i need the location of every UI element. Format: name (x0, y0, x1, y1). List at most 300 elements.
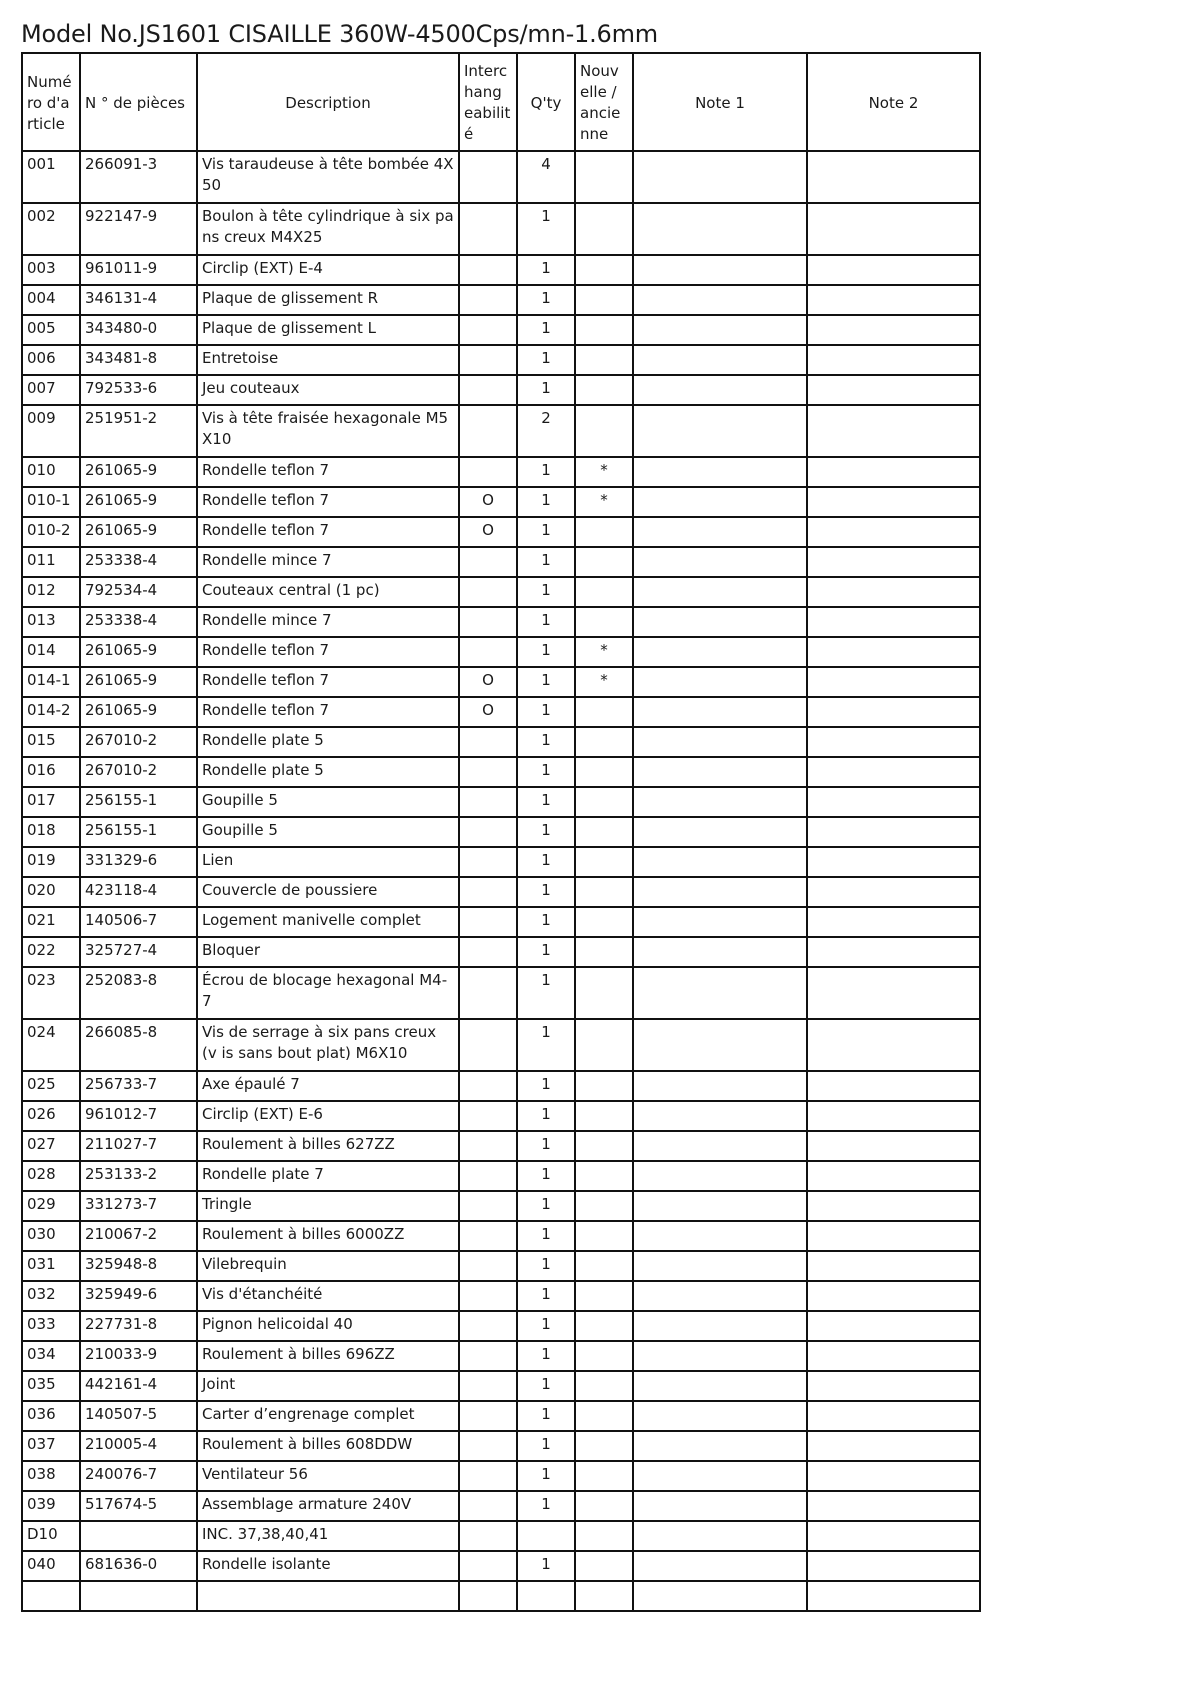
interchangeability-cell (459, 727, 517, 757)
note-2-cell (807, 203, 980, 255)
part-number-cell (80, 1521, 197, 1551)
note-2-cell (807, 457, 980, 487)
note-2-cell (807, 405, 980, 457)
item-number-cell: 018 (22, 817, 80, 847)
description-cell: Boulon à tête cylindrique à six pa ns creux M4X25 (197, 203, 459, 255)
description-cell: Circlip (EXT) E-6 (197, 1101, 459, 1131)
part-number-cell: 261065-9 (80, 697, 197, 727)
item-number-cell: 026 (22, 1101, 80, 1131)
new-old-cell (575, 1191, 633, 1221)
note-1-cell (633, 345, 807, 375)
new-old-cell (575, 1581, 633, 1611)
new-old-cell: * (575, 487, 633, 517)
description-cell: Plaque de glissement L (197, 315, 459, 345)
interchangeability-cell (459, 1071, 517, 1101)
description-cell: Tringle (197, 1191, 459, 1221)
table-row (22, 315, 980, 345)
note-2-cell (807, 1019, 980, 1071)
note-2-cell (807, 345, 980, 375)
table-row (22, 1161, 980, 1191)
interchangeability-cell (459, 1431, 517, 1461)
interchangeability-cell (459, 255, 517, 285)
part-number-cell: 261065-9 (80, 517, 197, 547)
quantity-cell: 2 (517, 405, 575, 457)
note-2-cell (807, 907, 980, 937)
note-2-cell (807, 787, 980, 817)
header-quantity: Q'ty (517, 53, 575, 151)
interchangeability-cell (459, 1371, 517, 1401)
note-1-cell (633, 877, 807, 907)
interchangeability-cell (459, 967, 517, 1019)
item-number-cell: 025 (22, 1071, 80, 1101)
item-number-cell: 033 (22, 1311, 80, 1341)
quantity-cell (517, 1581, 575, 1611)
quantity-cell: 1 (517, 1251, 575, 1281)
quantity-cell: 1 (517, 547, 575, 577)
item-number-cell: 030 (22, 1221, 80, 1251)
part-number-cell: 210033-9 (80, 1341, 197, 1371)
item-number-cell: 035 (22, 1371, 80, 1401)
note-2-cell (807, 697, 980, 727)
item-number-cell: 023 (22, 967, 80, 1019)
description-cell: Pignon helicoidal 40 (197, 1311, 459, 1341)
note-1-cell (633, 487, 807, 517)
new-old-cell (575, 817, 633, 847)
note-2-cell (807, 1521, 980, 1551)
interchangeability-cell (459, 1101, 517, 1131)
note-2-cell (807, 1161, 980, 1191)
item-number-cell: 001 (22, 151, 80, 203)
item-number-cell: 031 (22, 1251, 80, 1281)
table-row (22, 1581, 980, 1611)
quantity-cell: 1 (517, 1101, 575, 1131)
note-2-cell (807, 1431, 980, 1461)
description-cell: Rondelle teflon 7 (197, 457, 459, 487)
description-cell: Ventilateur 56 (197, 1461, 459, 1491)
description-cell: Couteaux central (1 pc) (197, 577, 459, 607)
item-number-cell: 036 (22, 1401, 80, 1431)
new-old-cell (575, 577, 633, 607)
quantity-cell: 1 (517, 1071, 575, 1101)
note-2-cell (807, 847, 980, 877)
item-number-cell: D10 (22, 1521, 80, 1551)
part-number-cell: 681636-0 (80, 1551, 197, 1581)
interchangeability-cell (459, 345, 517, 375)
interchangeability-cell (459, 877, 517, 907)
description-cell: Joint (197, 1371, 459, 1401)
quantity-cell: 1 (517, 907, 575, 937)
table-row (22, 1461, 980, 1491)
new-old-cell (575, 877, 633, 907)
quantity-cell: 1 (517, 487, 575, 517)
note-1-cell (633, 1491, 807, 1521)
item-number-cell: 022 (22, 937, 80, 967)
part-number-cell: 210005-4 (80, 1431, 197, 1461)
new-old-cell (575, 1431, 633, 1461)
note-2-cell (807, 877, 980, 907)
note-1-cell (633, 517, 807, 547)
interchangeability-cell (459, 1311, 517, 1341)
new-old-cell (575, 937, 633, 967)
interchangeability-cell (459, 577, 517, 607)
quantity-cell: 1 (517, 937, 575, 967)
table-row (22, 151, 980, 203)
item-number-cell: 003 (22, 255, 80, 285)
description-cell: Vis de serrage à six pans creux (v is sans bout plat) M6X10 (197, 1019, 459, 1071)
description-cell: Rondelle plate 5 (197, 757, 459, 787)
description-cell: Rondelle teflon 7 (197, 517, 459, 547)
new-old-cell (575, 375, 633, 405)
note-1-cell (633, 637, 807, 667)
part-number-cell: 261065-9 (80, 457, 197, 487)
table-row (22, 877, 980, 907)
part-number-cell: 442161-4 (80, 1371, 197, 1401)
part-number-cell: 251951-2 (80, 405, 197, 457)
item-number-cell: 027 (22, 1131, 80, 1161)
part-number-cell: 346131-4 (80, 285, 197, 315)
new-old-cell (575, 1521, 633, 1551)
part-number-cell: 325948-8 (80, 1251, 197, 1281)
interchangeability-cell (459, 1341, 517, 1371)
note-1-cell (633, 405, 807, 457)
header-description: Description (197, 53, 459, 151)
new-old-cell (575, 607, 633, 637)
table-row (22, 967, 980, 1019)
part-number-cell: 267010-2 (80, 727, 197, 757)
note-1-cell (633, 285, 807, 315)
item-number-cell: 010-1 (22, 487, 80, 517)
part-number-cell: 922147-9 (80, 203, 197, 255)
note-1-cell (633, 1131, 807, 1161)
note-2-cell (807, 757, 980, 787)
quantity-cell: 1 (517, 1311, 575, 1341)
interchangeability-cell (459, 1221, 517, 1251)
table-row (22, 1191, 980, 1221)
table-row (22, 1401, 980, 1431)
new-old-cell (575, 405, 633, 457)
part-number-cell (80, 1581, 197, 1611)
interchangeability-cell (459, 375, 517, 405)
interchangeability-cell (459, 817, 517, 847)
table-row (22, 1311, 980, 1341)
note-2-cell (807, 667, 980, 697)
description-cell: Rondelle plate 7 (197, 1161, 459, 1191)
quantity-cell: 1 (517, 315, 575, 345)
new-old-cell (575, 967, 633, 1019)
table-row (22, 727, 980, 757)
table-row (22, 1019, 980, 1071)
header-part-number: N ° de pièces (80, 53, 197, 151)
item-number-cell: 010 (22, 457, 80, 487)
note-1-cell (633, 847, 807, 877)
item-number-cell: 015 (22, 727, 80, 757)
description-cell: Écrou de blocage hexagonal M4- 7 (197, 967, 459, 1019)
note-2-cell (807, 151, 980, 203)
interchangeability-cell: O (459, 487, 517, 517)
note-1-cell (633, 607, 807, 637)
note-2-cell (807, 577, 980, 607)
interchangeability-cell (459, 1191, 517, 1221)
new-old-cell (575, 1461, 633, 1491)
description-cell: Plaque de glissement R (197, 285, 459, 315)
new-old-cell (575, 1251, 633, 1281)
note-1-cell (633, 1161, 807, 1191)
interchangeability-cell (459, 757, 517, 787)
description-cell: Assemblage armature 240V (197, 1491, 459, 1521)
note-1-cell (633, 1341, 807, 1371)
note-1-cell (633, 457, 807, 487)
table-row (22, 577, 980, 607)
item-number-cell: 013 (22, 607, 80, 637)
description-cell: Vis à tête fraisée hexagonale M5 X10 (197, 405, 459, 457)
part-number-cell: 343481-8 (80, 345, 197, 375)
interchangeability-cell (459, 1491, 517, 1521)
item-number-cell: 024 (22, 1019, 80, 1071)
quantity-cell: 1 (517, 1341, 575, 1371)
parts-table (21, 52, 981, 1612)
quantity-cell: 1 (517, 577, 575, 607)
note-1-cell (633, 375, 807, 405)
note-1-cell (633, 577, 807, 607)
part-number-cell: 253338-4 (80, 607, 197, 637)
note-2-cell (807, 547, 980, 577)
part-number-cell: 325949-6 (80, 1281, 197, 1311)
table-row (22, 203, 980, 255)
note-1-cell (633, 1101, 807, 1131)
item-number-cell: 014-2 (22, 697, 80, 727)
part-number-cell: 331273-7 (80, 1191, 197, 1221)
description-cell: Bloquer (197, 937, 459, 967)
note-1-cell (633, 907, 807, 937)
new-old-cell (575, 1019, 633, 1071)
interchangeability-cell (459, 1401, 517, 1431)
new-old-cell (575, 203, 633, 255)
description-cell: Vis taraudeuse à tête bombée 4X 50 (197, 151, 459, 203)
note-2-cell (807, 1101, 980, 1131)
quantity-cell: 1 (517, 1551, 575, 1581)
description-cell: Roulement à billes 6000ZZ (197, 1221, 459, 1251)
item-number-cell: 020 (22, 877, 80, 907)
interchangeability-cell (459, 1131, 517, 1161)
note-2-cell (807, 607, 980, 637)
note-1-cell (633, 547, 807, 577)
part-number-cell: 267010-2 (80, 757, 197, 787)
interchangeability-cell (459, 1281, 517, 1311)
header-note-2: Note 2 (807, 53, 980, 151)
table-row (22, 1371, 980, 1401)
quantity-cell: 1 (517, 667, 575, 697)
part-number-cell: 140507-5 (80, 1401, 197, 1431)
table-row (22, 1341, 980, 1371)
part-number-cell: 256155-1 (80, 787, 197, 817)
table-row (22, 937, 980, 967)
table-row (22, 405, 980, 457)
note-1-cell (633, 1521, 807, 1551)
quantity-cell: 4 (517, 151, 575, 203)
quantity-cell (517, 1521, 575, 1551)
interchangeability-cell (459, 1521, 517, 1551)
note-2-cell (807, 1221, 980, 1251)
table-row (22, 547, 980, 577)
quantity-cell: 1 (517, 877, 575, 907)
table-row (22, 757, 980, 787)
interchangeability-cell (459, 937, 517, 967)
description-cell: Couvercle de poussiere (197, 877, 459, 907)
description-cell: Goupille 5 (197, 817, 459, 847)
note-1-cell (633, 203, 807, 255)
interchangeability-cell (459, 607, 517, 637)
table-row (22, 1131, 980, 1161)
part-number-cell: 266091-3 (80, 151, 197, 203)
part-number-cell: 792534-4 (80, 577, 197, 607)
quantity-cell: 1 (517, 1191, 575, 1221)
interchangeability-cell (459, 637, 517, 667)
description-cell: Logement manivelle complet (197, 907, 459, 937)
description-cell: Rondelle plate 5 (197, 727, 459, 757)
note-2-cell (807, 375, 980, 405)
item-number-cell: 032 (22, 1281, 80, 1311)
quantity-cell: 1 (517, 1281, 575, 1311)
part-number-cell: 253133-2 (80, 1161, 197, 1191)
interchangeability-cell: O (459, 517, 517, 547)
quantity-cell: 1 (517, 1431, 575, 1461)
note-1-cell (633, 697, 807, 727)
quantity-cell: 1 (517, 847, 575, 877)
quantity-cell: 1 (517, 255, 575, 285)
description-cell: Carter d’engrenage complet (197, 1401, 459, 1431)
table-row (22, 1521, 980, 1551)
new-old-cell (575, 151, 633, 203)
interchangeability-cell (459, 787, 517, 817)
table-row (22, 847, 980, 877)
description-cell: Rondelle teflon 7 (197, 697, 459, 727)
part-number-cell: 331329-6 (80, 847, 197, 877)
item-number-cell: 011 (22, 547, 80, 577)
item-number-cell: 016 (22, 757, 80, 787)
item-number-cell: 034 (22, 1341, 80, 1371)
table-row (22, 1281, 980, 1311)
interchangeability-cell (459, 151, 517, 203)
part-number-cell: 343480-0 (80, 315, 197, 345)
table-row (22, 1101, 980, 1131)
table-row (22, 1431, 980, 1461)
note-2-cell (807, 1491, 980, 1521)
quantity-cell: 1 (517, 1221, 575, 1251)
quantity-cell: 1 (517, 787, 575, 817)
item-number-cell: 002 (22, 203, 80, 255)
description-cell: Entretoise (197, 345, 459, 375)
note-1-cell (633, 967, 807, 1019)
note-1-cell (633, 1431, 807, 1461)
table-row (22, 1221, 980, 1251)
part-number-cell: 261065-9 (80, 667, 197, 697)
note-1-cell (633, 1551, 807, 1581)
description-cell (197, 1581, 459, 1611)
part-number-cell: 252083-8 (80, 967, 197, 1019)
note-1-cell (633, 1281, 807, 1311)
item-number-cell: 040 (22, 1551, 80, 1581)
note-1-cell (633, 1071, 807, 1101)
note-2-cell (807, 487, 980, 517)
new-old-cell (575, 1491, 633, 1521)
note-1-cell (633, 1461, 807, 1491)
description-cell: Axe épaulé 7 (197, 1071, 459, 1101)
quantity-cell: 1 (517, 517, 575, 547)
note-1-cell (633, 787, 807, 817)
table-row (22, 1071, 980, 1101)
new-old-cell (575, 1281, 633, 1311)
new-old-cell: * (575, 667, 633, 697)
new-old-cell (575, 847, 633, 877)
interchangeability-cell (459, 405, 517, 457)
note-2-cell (807, 1131, 980, 1161)
interchangeability-cell (459, 1019, 517, 1071)
note-1-cell (633, 667, 807, 697)
item-number-cell: 019 (22, 847, 80, 877)
document-title: Model No.JS1601 CISAILLE 360W-4500Cps/mn-1.6mm (21, 20, 658, 48)
item-number-cell: 014-1 (22, 667, 80, 697)
note-1-cell (633, 757, 807, 787)
table-row (22, 1491, 980, 1521)
table-row (22, 255, 980, 285)
quantity-cell: 1 (517, 727, 575, 757)
quantity-cell: 1 (517, 1161, 575, 1191)
note-2-cell (807, 937, 980, 967)
description-cell: Roulement à billes 608DDW (197, 1431, 459, 1461)
quantity-cell: 1 (517, 757, 575, 787)
interchangeability-cell (459, 1161, 517, 1191)
item-number-cell: 039 (22, 1491, 80, 1521)
item-number-cell: 038 (22, 1461, 80, 1491)
item-number-cell: 021 (22, 907, 80, 937)
description-cell: Rondelle teflon 7 (197, 637, 459, 667)
note-1-cell (633, 937, 807, 967)
interchangeability-cell: O (459, 697, 517, 727)
table-row (22, 375, 980, 405)
description-cell: Vilebrequin (197, 1251, 459, 1281)
description-cell: Jeu couteaux (197, 375, 459, 405)
note-1-cell (633, 1251, 807, 1281)
quantity-cell: 1 (517, 697, 575, 727)
table-row (22, 1251, 980, 1281)
part-number-cell: 261065-9 (80, 487, 197, 517)
description-cell: Goupille 5 (197, 787, 459, 817)
table-row (22, 607, 980, 637)
note-2-cell (807, 1191, 980, 1221)
interchangeability-cell: O (459, 667, 517, 697)
new-old-cell (575, 315, 633, 345)
note-1-cell (633, 1401, 807, 1431)
new-old-cell (575, 345, 633, 375)
table-row (22, 787, 980, 817)
description-cell: Lien (197, 847, 459, 877)
new-old-cell (575, 727, 633, 757)
note-1-cell (633, 1311, 807, 1341)
note-1-cell (633, 151, 807, 203)
new-old-cell (575, 697, 633, 727)
interchangeability-cell (459, 907, 517, 937)
note-2-cell (807, 967, 980, 1019)
new-old-cell (575, 787, 633, 817)
description-cell: Rondelle mince 7 (197, 607, 459, 637)
quantity-cell: 1 (517, 1371, 575, 1401)
new-old-cell (575, 255, 633, 285)
note-2-cell (807, 1251, 980, 1281)
note-1-cell (633, 1581, 807, 1611)
table-header-row (22, 53, 980, 151)
header-interchangeability: Interc hang eabilit é (459, 53, 517, 151)
part-number-cell: 140506-7 (80, 907, 197, 937)
